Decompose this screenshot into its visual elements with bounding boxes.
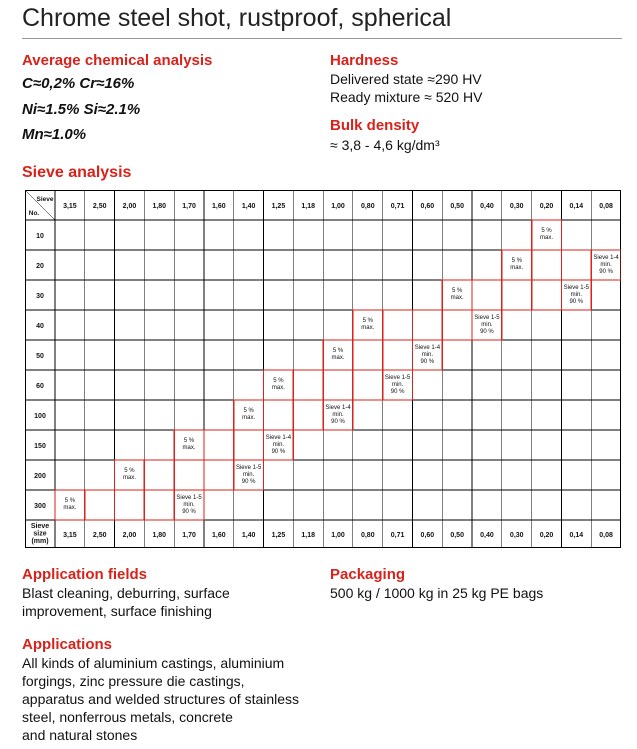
red-range-cell [234, 430, 264, 460]
red-range-cell [353, 340, 383, 370]
footer-size-label: 3,15 [63, 532, 77, 539]
red-range-cell [353, 370, 383, 400]
min-percent-label: 90 % [480, 329, 494, 335]
row-sieve-number: 100 [34, 413, 46, 420]
min-percent-label: Sieve 1-4 [414, 345, 441, 351]
red-range-cell [144, 490, 174, 520]
header-size-label: 1,40 [241, 203, 256, 210]
footer-size-label: 2,50 [92, 532, 107, 539]
application-fields-line-2: improvement, surface finishing [22, 603, 212, 619]
red-range-cell [264, 400, 294, 430]
max-percent-label: max. [450, 295, 464, 301]
red-range-cell [502, 280, 532, 310]
footer-size-label: 0,08 [599, 532, 613, 539]
red-range-cell [561, 250, 591, 280]
max-percent-label: max. [331, 355, 345, 361]
min-percent-label: 90 % [569, 299, 584, 305]
min-percent-label: 90 % [182, 509, 196, 515]
red-range-cell [144, 460, 174, 490]
header-size-label: 2,00 [122, 203, 137, 210]
min-percent-label: Sieve 1-5 [474, 315, 500, 321]
header-size-label: 1,80 [152, 203, 167, 210]
red-range-cell [174, 460, 204, 490]
max-percent-label: 5 % [183, 438, 195, 444]
min-percent-label: Sieve 1-5 [384, 375, 411, 381]
max-percent-label: 5 % [243, 408, 254, 414]
applications-line-2: forgings, zinc pressure die castings, [22, 673, 245, 689]
min-percent-label: 90 % [241, 479, 256, 485]
red-range-cell [472, 280, 502, 310]
page-title: Chrome steel shot, rustproof, spherical [22, 4, 452, 32]
header-size-label: 0,60 [420, 203, 435, 210]
min-percent-label: Sieve 1-4 [325, 405, 351, 411]
header-size-label: 0,14 [569, 203, 584, 210]
footer-size-label: 1,18 [301, 532, 316, 539]
max-percent-label: max. [63, 505, 77, 511]
header-size-label: 0,40 [480, 203, 494, 210]
header-size-label: 0,80 [360, 203, 375, 210]
min-percent-label: 90 % [331, 419, 345, 425]
header-size-label: 0,20 [539, 203, 554, 210]
header-size-label: 1,25 [271, 203, 286, 210]
red-range-cell [383, 310, 413, 340]
applications-line-1: All kinds of aluminium castings, aluminium [22, 655, 285, 671]
header-size-label: 3,15 [63, 203, 77, 210]
bulk-density-heading: Bulk density [330, 117, 420, 134]
bulk-density-value: ≈ 3,8 - 4,6 kg/dm³ [330, 137, 440, 153]
footer-size-label: 1,80 [152, 532, 167, 539]
chemical-line-2: Ni≈1.5% Si≈2.1% [22, 101, 141, 118]
red-range-cell [204, 430, 234, 460]
chemical-analysis-heading: Average chemical analysis [22, 52, 213, 69]
max-percent-label: max. [122, 475, 136, 481]
footer-size-label: 1,60 [212, 532, 226, 539]
red-range-cell [293, 400, 323, 430]
min-percent-label: 90 % [420, 359, 435, 365]
footer-size-label: 0,20 [539, 532, 554, 539]
header-size-label: 1,60 [212, 203, 226, 210]
applications-line-5: and natural stones [22, 727, 138, 743]
applications-line-3: apparatus and welded structures of stainless [22, 691, 300, 707]
footer-size-label: 1,00 [331, 532, 345, 539]
sieve-analysis-table [25, 190, 621, 548]
max-percent-label: 5 % [541, 228, 552, 234]
red-range-cell [323, 370, 353, 400]
max-percent-label: max. [510, 265, 524, 271]
corner-label-no: No. [28, 210, 40, 217]
red-range-cell [383, 340, 413, 370]
max-percent-label: 5 % [64, 498, 76, 504]
corner-label-sieve: Sieve [36, 196, 54, 203]
max-percent-label: max. [182, 445, 196, 451]
footer-size-label: 0,50 [450, 532, 464, 539]
red-range-cell [532, 250, 562, 280]
min-percent-label: Sieve 1-5 [563, 285, 589, 291]
applications-heading: Applications [22, 636, 113, 653]
footer-size-label: 0,60 [420, 532, 435, 539]
min-percent-label: Sieve 1-4 [265, 435, 292, 441]
max-percent-label: 5 % [273, 378, 284, 384]
footer-size-label: 0,71 [390, 532, 405, 539]
max-percent-label: 5 % [332, 348, 344, 354]
max-percent-label: max. [540, 235, 554, 241]
application-fields-line-1: Blast cleaning, deburring, surface [22, 585, 230, 601]
row-sieve-number: 200 [34, 473, 46, 480]
red-range-cell [115, 490, 145, 520]
min-percent-label: min. [242, 472, 255, 478]
row-sieve-number: 40 [36, 323, 44, 330]
max-percent-label: max. [242, 415, 256, 421]
header-size-label: 2,50 [92, 203, 107, 210]
row-sieve-number: 60 [36, 383, 44, 390]
hardness-delivered: Delivered state ≈290 HV [330, 71, 482, 87]
footer-sieve-size-label: (mm) [31, 538, 49, 545]
application-fields-heading: Application fields [22, 566, 148, 583]
title-divider [22, 38, 622, 39]
hardness-ready: Ready mixture ≈ 520 HV [330, 89, 483, 105]
max-percent-label: max. [271, 385, 285, 391]
row-sieve-number: 50 [36, 353, 44, 360]
footer-size-label: 1,70 [182, 532, 196, 539]
packaging-text: 500 kg / 1000 kg in 25 kg PE bags [330, 585, 544, 601]
footer-sieve-size-label: size [33, 530, 47, 538]
red-range-cell [412, 310, 442, 340]
footer-size-label: 0,80 [360, 532, 375, 539]
min-percent-label: min. [570, 292, 582, 298]
hardness-heading: Hardness [330, 52, 399, 69]
row-sieve-number: 30 [36, 293, 44, 300]
chemical-line-3: Mn≈1.0% [22, 126, 87, 143]
red-range-cell [532, 280, 562, 310]
red-range-cell [85, 490, 115, 520]
min-percent-label: min. [332, 412, 344, 418]
row-sieve-number: 150 [34, 443, 46, 450]
min-percent-label: Sieve 1-4 [593, 255, 619, 261]
min-percent-label: min. [272, 442, 285, 448]
max-percent-label: 5 % [124, 468, 135, 474]
sieve-analysis-heading: Sieve analysis [22, 164, 132, 181]
footer-size-label: 2,00 [122, 532, 137, 539]
row-sieve-number: 20 [36, 263, 44, 270]
footer-size-label: 0,40 [480, 532, 494, 539]
min-percent-label: min. [421, 352, 434, 358]
row-sieve-number: 300 [34, 503, 46, 510]
header-size-label: 1,70 [182, 203, 196, 210]
min-percent-label: min. [481, 322, 493, 328]
min-percent-label: Sieve 1-5 [235, 465, 262, 471]
header-size-label: 0,08 [599, 203, 613, 210]
applications-line-4: steel, nonferrous metals, concrete [22, 709, 233, 725]
max-percent-label: max. [361, 325, 375, 331]
footer-size-label: 1,25 [271, 532, 286, 539]
footer-size-label: 0,30 [509, 532, 524, 539]
min-percent-label: min. [183, 502, 195, 508]
max-percent-label: 5 % [451, 288, 463, 294]
min-percent-label: 90 % [271, 449, 286, 455]
red-range-cell [204, 460, 234, 490]
chemical-line-1: C≈0,2% Cr≈16% [22, 75, 135, 92]
red-range-cell [293, 370, 323, 400]
max-percent-label: 5 % [511, 258, 522, 264]
footer-sieve-size-label: Sieve [30, 523, 50, 530]
header-size-label: 1,18 [301, 203, 316, 210]
red-range-cell [442, 310, 472, 340]
header-size-label: 1,00 [331, 203, 345, 210]
packaging-heading: Packaging [330, 566, 406, 583]
header-size-label: 0,50 [450, 203, 464, 210]
min-percent-label: Sieve 1-5 [176, 495, 202, 501]
min-percent-label: min. [391, 382, 404, 388]
footer-size-label: 0,14 [569, 532, 584, 539]
header-size-label: 0,30 [509, 203, 524, 210]
max-percent-label: 5 % [362, 318, 373, 324]
min-percent-label: 90 % [599, 269, 613, 275]
row-sieve-number: 10 [36, 233, 44, 240]
min-percent-label: min. [600, 262, 612, 268]
min-percent-label: 90 % [390, 389, 405, 395]
footer-size-label: 1,40 [241, 532, 256, 539]
header-size-label: 0,71 [390, 203, 405, 210]
